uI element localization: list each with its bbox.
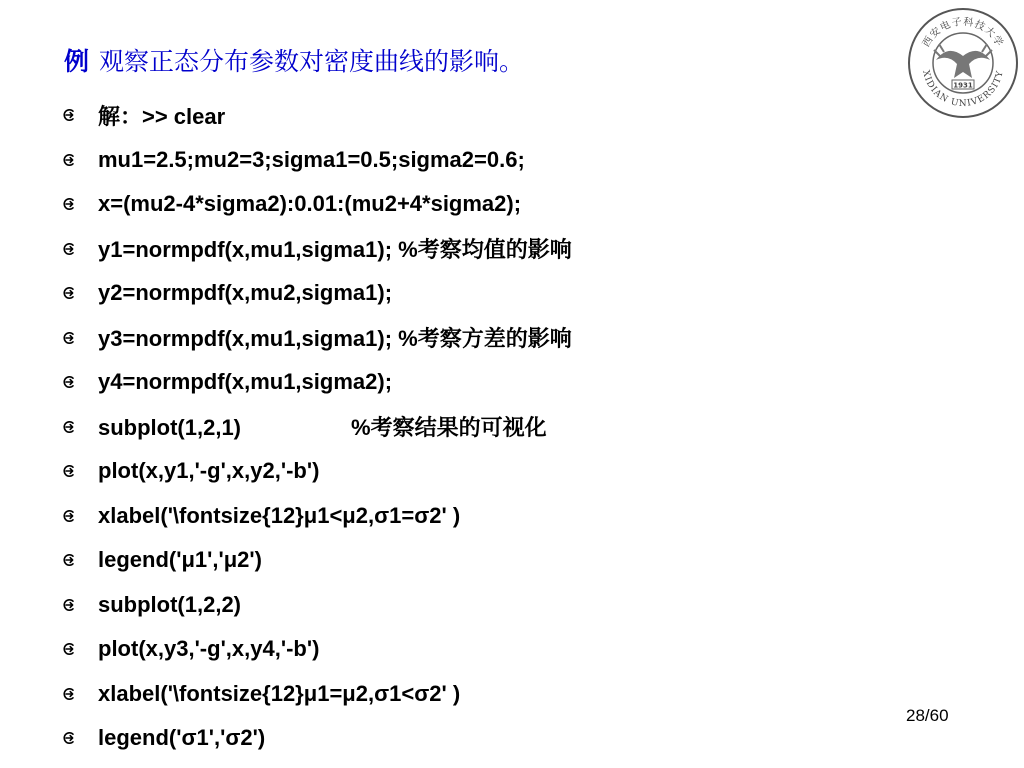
code-line: mu1=2.5;mu2=3;sigma1=0.5;sigma2=0.6; xyxy=(98,146,525,172)
list-item xyxy=(62,672,922,717)
page-number: 28/60 xyxy=(906,706,949,725)
arrow-right-circle-icon xyxy=(62,197,98,211)
code-line: 解：>> clear xyxy=(98,103,226,129)
logo-year: 1931 xyxy=(953,81,973,90)
code-line: legend('μ1','μ2') xyxy=(98,547,262,573)
arrow-right-circle-icon xyxy=(62,331,98,345)
svg-text:西安电子科技大学: 西安电子科技大学 xyxy=(921,16,1005,50)
arrow-right-circle-icon xyxy=(62,598,98,612)
arrow-right-circle-icon xyxy=(62,242,98,256)
code-line: y4=normpdf(x,mu1,sigma2); xyxy=(98,369,393,395)
arrow-right-circle-icon xyxy=(62,687,98,701)
code-line: plot(x,y3,'-g',x,y4,'-b') xyxy=(98,636,320,662)
arrow-right-circle-icon xyxy=(62,108,98,122)
list-item xyxy=(62,316,922,361)
title-prefix: 例 xyxy=(64,47,90,76)
arrow-right-circle-icon xyxy=(62,375,98,389)
list-item xyxy=(62,271,922,316)
svg-text:XIDIAN UNIVERSITY: XIDIAN UNIVERSITY xyxy=(920,69,1006,110)
arrow-right-circle-icon xyxy=(62,553,98,567)
list-item xyxy=(62,494,922,539)
list-item xyxy=(62,538,922,583)
list-item xyxy=(62,449,922,494)
list-item xyxy=(62,93,922,138)
code-line: legend('σ1','σ2') xyxy=(98,725,266,751)
code-line: y2=normpdf(x,mu2,sigma1); xyxy=(98,280,393,306)
code-line: plot(x,y1,'-g',x,y2,'-b') xyxy=(98,458,320,484)
arrow-right-circle-icon xyxy=(62,153,98,167)
code-line: x=(mu2-4*sigma2):0.01:(mu2+4*sigma2); xyxy=(98,191,522,217)
code-bullet-list xyxy=(62,93,922,761)
arrow-right-circle-icon xyxy=(62,509,98,523)
code-line: subplot(1,2,1) %考察结果的可视化 xyxy=(98,415,547,441)
university-emblem-icon xyxy=(906,6,1020,120)
list-item xyxy=(62,627,922,672)
code-line: y1=normpdf(x,mu1,sigma1); %考察均值的影响 xyxy=(98,237,572,263)
arrow-right-circle-icon xyxy=(62,464,98,478)
code-line: xlabel('\fontsize{12}μ1=μ2,σ1<σ2' ) xyxy=(98,680,461,706)
code-line: y3=normpdf(x,mu1,sigma1); %考察方差的影响 xyxy=(98,326,572,352)
arrow-right-circle-icon xyxy=(62,731,98,745)
code-line: xlabel('\fontsize{12}μ1<μ2,σ1=σ2' ) xyxy=(98,502,461,528)
list-item xyxy=(62,182,922,227)
list-item xyxy=(62,405,922,450)
list-item xyxy=(62,583,922,628)
title-text: 观察正态分布参数对密度曲线的影响。 xyxy=(99,47,525,76)
list-item xyxy=(62,716,922,761)
slide-title xyxy=(64,40,524,84)
list-item xyxy=(62,227,922,272)
code-line: subplot(1,2,2) xyxy=(98,591,242,617)
arrow-right-circle-icon xyxy=(62,420,98,434)
list-item xyxy=(62,360,922,405)
list-item xyxy=(62,138,922,183)
arrow-right-circle-icon xyxy=(62,642,98,656)
arrow-right-circle-icon xyxy=(62,286,98,300)
